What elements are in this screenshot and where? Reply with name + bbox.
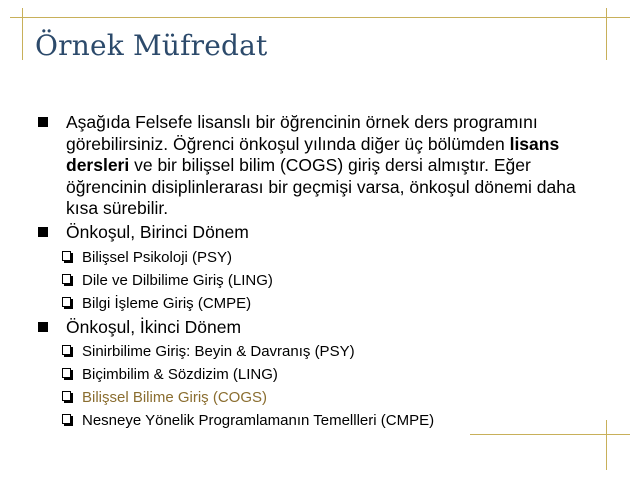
checkbox-bullet-icon [62,251,71,261]
section-heading-2 [38,317,608,339]
list-item-label: Bilişsel Bilime Giriş (COGS) [82,389,268,407]
checkbox-bullet-icon [62,274,71,284]
square-bullet-icon [38,227,48,237]
checkbox-bullet-icon [62,345,71,355]
section-heading-label: Önkoşul, Birinci Dönem [66,221,249,242]
intro-bullet [38,112,608,220]
list-item [38,342,608,361]
list-item-label: Bilgi İşleme Giriş (CMPE) [82,294,252,312]
list-item-label: Dile ve Dilbilime Giriş (LING) [82,271,273,289]
section-heading-1 [38,222,608,244]
list-item-highlighted [38,388,608,407]
square-bullet-icon [38,117,48,127]
list-item-label: Sinirbilime Giriş: Beyin & Davranış (PSY) [82,343,355,361]
square-bullet-icon [38,322,48,332]
slide-title: Örnek Müfredat [35,29,268,62]
checkbox-bullet-icon [62,368,71,378]
checkbox-bullet-icon [62,391,71,401]
intro-text-bold: lisans dersleri [66,133,560,176]
list-item [38,271,608,290]
list-item [38,248,608,267]
slide-content [38,112,608,434]
checkbox-bullet-icon [62,414,71,424]
top-decorative-rule [10,17,630,18]
intro-text-before: Aşağıda Felsefe lisanslı bir öğrencinin örnek ders programını görebilirsiniz. Öğrenci önkoşul yılında diğer üç bölümden [66,112,538,154]
left-decorative-rule [22,8,23,60]
intro-text-after: ve bir bilişsel bilim (COGS) giriş dersi almıştır. Eğer öğrencinin disiplinlerarası bir geçmişi varsa, önkoşul dönemi daha kısa sürebilir. [66,155,576,219]
right-decorative-rule [606,8,607,60]
list-item [38,365,608,384]
list-item [38,294,608,313]
checkbox-bullet-icon [62,297,71,307]
section-heading-label: Önkoşul, İkinci Dönem [66,316,242,337]
list-item [38,411,608,430]
list-item-label: Bilişsel Psikoloji (PSY) [82,248,233,266]
list-item-label: Biçimbilim & Sözdizim (LING) [82,366,278,384]
list-item-label: Nesneye Yönelik Programlamanın Temellleri (CMPE) [82,412,435,430]
